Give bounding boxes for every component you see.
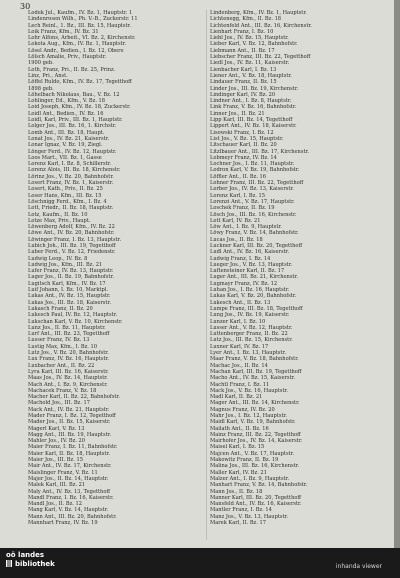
directory-entry: Lott Karl, IV. Bz. 21 — [210, 217, 261, 224]
directory-entry: Lorenz Karl, I. Bz. 8, Schillerstr. — [28, 161, 112, 168]
directory-entry: Lösch Jos., III. Bz. 16, Kirchenstr. — [210, 211, 297, 218]
directory-entry: Loser Hans, Kfm., III. Bz. 15 — [28, 192, 102, 199]
directory-entry: Link Franz, V. Bz. 16, Bahnhofstr. — [210, 104, 297, 111]
directory-entry: Lindner Ant., I. Bz. 8, Hauptstr. — [210, 98, 292, 105]
directory-entry: Löwinger Franz, I. Bz. 13, Hauptstr. — [28, 236, 122, 243]
directory-entry: Lienbacher Karl, I. Bz. 13 — [210, 66, 277, 73]
viewer-label: inhanda viewer — [335, 563, 382, 570]
directory-entry: Lochner Jos., I. Bz. 11, Hauptstr. — [210, 161, 295, 168]
directory-entry: Magnus Franz, IV. Bz. 20 — [210, 406, 275, 413]
right-column — [210, 10, 396, 526]
directory-entry: Lucas Jos., II. Bz. 18 — [210, 236, 263, 243]
logo-line-1: oö landes — [6, 551, 45, 559]
directory-entry: Lukschan Karl, V. Bz. 10, Kirchenstr. — [28, 318, 123, 325]
directory-entry: Majcen Ant., V. Bz. 17, Hauptstr. — [210, 450, 295, 457]
directory-entry: Lurf Ant., III. Bz. 23, Tegetthoff — [28, 331, 110, 338]
directory-entry: Loik Franz, Kfm., IV. Bz. 31 — [28, 28, 99, 35]
directory-entry: Madl Karl, II. Bz. 21 — [210, 394, 263, 401]
directory-entry: Mang Karl, V. Bz. 14, Hauptstr. — [28, 507, 109, 514]
directory-entry: Lorenzi Ant., V. Bz. 17, Hauptstr. — [210, 198, 295, 205]
directory-entry: Machan Karl, III. Bz. 19, Tegetthoff — [210, 368, 302, 375]
directory-entry: Maas Jos., IV. Bz. 14, Hauptstr. — [28, 375, 108, 382]
directory-entry: Maisel Karl, I. Bz. 15 — [210, 444, 265, 451]
left-column — [28, 10, 214, 526]
directory-entry: Lohner Franz, III. Bz. 22, Tegetthoff — [210, 180, 304, 187]
directory-entry: Mann Jos., II. Bz. 18 — [210, 488, 263, 495]
directory-entry: Losert Franz, IV. Bz. 1, Kaiserstr. — [28, 180, 114, 187]
directory-entry: Lodek Jul., Kaufm., IV. Bz. 1, Hauptstr. 1 — [28, 10, 133, 16]
directory-entry: Mader Franz, I. Bz. 12, Tegetthoff — [28, 413, 116, 419]
directory-entry: Mansfeld Ant., IV. Bz. 16, Kaiserstr. — [210, 501, 302, 508]
directory-entry: Mach Ant., I. Bz. 9, Kirchenstr. — [28, 381, 108, 388]
directory-entry: Mair Ant., IV. Bz. 17, Kirchenstr. — [28, 463, 112, 470]
directory-entry: Lotze Max, Priv., Haupt. — [28, 217, 91, 224]
directory-entry: Lippert Ant., IV. Bz. 18, Kaiserstr. — [210, 123, 297, 130]
directory-entry: Linz, Pri., Anst. — [28, 72, 68, 79]
directory-entry: Löffel Ruldo, Kfm., IV. Bz. 17, Tegetthoff — [28, 79, 132, 86]
directory-entry: Mannhart Franz, IV. Bz. 19 — [28, 520, 98, 527]
directory-entry: Mahr Jos., I. Bz. 12, Hauptstr. — [210, 413, 288, 419]
directory-entry: Liebl Jos., IV. Bz. 15, Hauptstr. — [210, 35, 289, 42]
directory-entry: Lisowski Franz, I. Bz. 12 — [210, 129, 274, 136]
directory-entry: Macho Ant., IV. Bz. 15, Kaiserstr. — [210, 375, 296, 382]
directory-entry: Lindinger Karl, IV. Bz. 20 — [210, 91, 276, 98]
directory-entry: Lomb Ant., III. Bz. 18, Haupt. — [28, 129, 105, 136]
directory-entry: Mahler Jos., IV. Bz. 20 — [28, 438, 85, 445]
directory-entry: Lunzer Karl, I. Bz. 10 — [210, 318, 266, 325]
directory-entry: Litzlbauer Ant., III. Bz. 17, Kirchenstr. — [210, 148, 309, 155]
directory-entry: Loidl, Karl, Priv., III. Bz. 1, Hauptstr. — [28, 117, 123, 124]
directory-entry: Löffler Ant., II. Bz. 16 — [210, 173, 267, 180]
directory-entry: Lux Franz, IV. Bz. 16, Hauptstr. — [28, 356, 110, 363]
directory-entry: Manner Karl, III. Bz. 20, Tegetthoff — [210, 494, 302, 501]
directory-entry: Lustig Max, Kfm., I. Bz. 10 — [28, 343, 97, 350]
page-edge — [394, 0, 400, 548]
directory-entry: Ludwig Jos., Kfm., III. Bz. 21 — [28, 261, 103, 268]
directory-entry: Lueger Jos., V. Bz. 13, Hauptstr. — [210, 261, 293, 268]
directory-entry: Mandl Jos., II. Bz. 12 — [28, 501, 83, 508]
directory-entry: Lusser Franz, IV. Bz. 13 — [28, 337, 90, 344]
directory-entry: Lieber Karl, V. Bz. 12, Bahnhofstr. — [210, 41, 298, 48]
directory-entry: Luif Johann, I. Bz. 10, Marktpl. — [28, 287, 108, 294]
directory-entry: Lobmeyr Franz, IV. Bz. 14 — [210, 154, 277, 161]
directory-entry: Lichtenfeld Ant., III. Bz. 16, Kirchenstr. — [210, 22, 312, 29]
directory-entry: Maidl Karl, V. Bz. 19, Bahnhofstr. — [210, 419, 296, 426]
directory-entry: Manz Jos., V. Bz. 13, Hauptstr. — [210, 513, 289, 520]
directory-entry: Lukesch Paul, IV. Bz. 12, Hauptstr. — [28, 312, 118, 319]
directory-entry: Luger Ant., III. Bz. 21, Kirchenstr. — [210, 274, 298, 281]
logo-bars-icon — [6, 560, 13, 567]
directory-entry: Luckner Karl, III. Bz. 20, Tegetthoff — [210, 242, 303, 249]
directory-entry: Maier Jos., III. Bz. 15 — [28, 457, 83, 464]
directory-entry: Majer Jos., II. Bz. 14, Hauptstr. — [28, 475, 109, 482]
directory-entry: Lonat Jos., IV. Bz. 21, Kaiserstr. — [28, 135, 110, 142]
directory-entry: Lotz, Kaufm., II. Bz. 10 — [28, 211, 88, 218]
directory-entry: Löschnigg Ferd., Kfm., I. Bz. 4 — [28, 198, 107, 205]
directory-entry: Lodron Karl, V. Bz. 19, Bahnhofstr. — [210, 167, 300, 174]
directory-entry: Luber Ferd., V. Bz. 12, Friedenstr. — [28, 249, 116, 256]
directory-entry: Ludl Ant., IV. Bz. 16, Kaiserstr. — [210, 249, 290, 256]
directory-entry: Marek Karl, II. Bz. 17 — [210, 520, 266, 527]
directory-entry: Magerl Karl, V. Bz. 13 — [28, 425, 85, 432]
directory-entry: Mack Jos., V. Bz. 16, Hauptstr. — [210, 387, 289, 394]
directory-entry: Lorenz Alois, III. Bz. 18, Kirchenstr. — [28, 167, 121, 174]
directory-entry: Lukasch Franz, II. Bz. 20 — [28, 305, 93, 312]
directory-entry: Loos Mart., VII. Bz. 1, Gasse — [28, 154, 102, 161]
page-number: 30 — [20, 2, 31, 11]
directory-entry: Lorber Jos., IV. Bz. 13, Kaiserstr. — [210, 186, 294, 193]
directory-entry: Lösel Andr., Bedien., I. Bz. 12, Obere — [28, 47, 124, 54]
directory-entry: Maislinger Franz, V. Bz. 11 — [28, 469, 98, 476]
directory-entry: Lukas Jos., III. Bz. 18, Kaiserstr. — [28, 299, 111, 306]
directory-entry: Löhelbach Nikolaus, Bau., V. Bz. 12 — [28, 91, 120, 98]
directory-entry: Lott, Friedr., II. Bz. 18, Hauptstr. — [28, 205, 114, 212]
directory-entry: Lutz Jos., III. Bz. 15, Kirchenstr. — [210, 337, 293, 344]
directory-entry: Mailath Ant., II. Bz. 16 — [210, 425, 269, 432]
directory-entry: Lolger Jos., III. Bz. 16, 1. Kirchstr. — [28, 123, 117, 130]
directory-entry: Litschauer Karl, II. Bz. 20 — [210, 142, 277, 149]
directory-entry: Liebmann Ant., II. Bz. 17 — [210, 47, 275, 54]
directory-entry: Löwy Franz, V. Bz. 14, Bahnhofstr. — [210, 230, 299, 237]
directory-entry: Lorenz Karl, I. Bz. 15 — [210, 192, 266, 199]
directory-entry: Luxbacher Ant., II. Bz. 22 — [28, 362, 95, 369]
directory-entry: Lukesch Ant., II. Bz. 13 — [210, 299, 271, 306]
directory-entry: Mandl Franz, I. Bz. 16, Kaiserstr. — [28, 494, 114, 501]
directory-entry: Lech Reinl., 1. Bz., III. Bz. 15, Hauptstr. — [28, 22, 132, 29]
directory-entry: List Jos., V. Bz. 15, Hauptstr. — [210, 135, 284, 142]
directory-entry: Machac Jos., II. Bz. 14 — [210, 362, 268, 369]
logo-line-2: bibliothek — [15, 559, 55, 568]
directory-entry: Lufer Franz, IV. Bz. 13, Hauptstr. — [28, 268, 114, 275]
directory-entry: Lunz Jos., II. Bz. 11, Hauptstr. — [28, 324, 106, 331]
directory-entry: Loschek Franz, II. Bz. 19 — [210, 205, 275, 212]
directory-entry: Liener Ant., V. Bz. 18, Hauptstr. — [210, 72, 292, 79]
directory-entry: Liebscher Franz, III. Bz. 22, Tegetthoff — [210, 54, 311, 61]
directory-entry: Lichtenegg, Kfm., II. Bz. 18 — [210, 16, 282, 23]
directory-entry: Lugmayr Franz, IV. Bz. 12 — [210, 280, 278, 287]
directory-entry: Lörinz Jos., V. Bz. 20, Bahnhofstr. — [28, 173, 114, 180]
directory-entry: 1900 geb. — [28, 60, 54, 67]
directory-entry: Loid Joseph, Kfm., IV. Bz. 18, Zuckerstr. — [28, 104, 131, 111]
directory-entry: Maier Franz, I. Bz. 11, Bahnhofstr. — [28, 444, 118, 451]
directory-entry: Losert, Kath., Priv., II. Bz. 25 — [28, 186, 103, 193]
directory-entry: Lyra Karl, III. Bz. 16, Kaiserstr. — [28, 368, 109, 375]
directory-entry: Lönger Ferd., IV. Bz. 12, Hauptstr. — [28, 148, 117, 155]
directory-entry: Lohlinger, Ed., Kfm., V. Bz. 18 — [28, 98, 106, 105]
directory-entry: Lindenrosen Wilh., Ph. V.-B., Zuckerstr. 11 — [28, 16, 138, 23]
directory-entry: Mader Jos., II. Bz. 15, Kaiserstr. — [28, 419, 111, 426]
directory-entry: Ludwig Leop., IV. Bz. 8 — [28, 255, 88, 262]
directory-entry: Löwenberg Adolf, Kfm., IV. Bz. 22 — [28, 224, 115, 231]
directory-entry: Luttenberger Franz, II. Bz. 22 — [210, 331, 288, 338]
directory-entry: Maly Ant., IV. Bz. 13, Tegetthoff — [28, 488, 111, 495]
directory-entry: Manhart Franz, V. Bz. 14, Bahnhofstr. — [210, 482, 308, 489]
directory-entry: Mainz Franz, III. Bz. 22, Tegetthoff — [210, 431, 301, 438]
directory-entry: Ludwig Franz, I. Bz. 14 — [210, 255, 271, 262]
directory-entry: Machacek Franz, V. Bz. 18 — [28, 387, 97, 394]
directory-entry: Lohr Alfons, Arbeit., VI. Bz. 2, Kirchenstr. — [28, 35, 136, 42]
directory-entry: Luhan Jos., I. Bz. 16, Hauptstr. — [210, 287, 290, 294]
directory-entry: Lukas Karl, V. Bz. 20, Bahnhofstr. — [210, 293, 297, 300]
directory-entry: Machold Jos., III. Bz. 17 — [28, 400, 90, 407]
directory-entry: Mann Ant., III. Bz. 20, Bahnhofstr. — [28, 513, 117, 520]
directory-entry: Luxner Karl, IV. Bz. 17 — [210, 343, 269, 350]
directory-entry: Lusser Ant., V. Bz. 12, Hauptstr. — [210, 324, 293, 331]
directory-entry: Mager Ant., III. Bz. 14, Kirchenstr. — [210, 400, 300, 407]
directory-entry: Maller Karl, IV. Bz. 21 — [210, 469, 267, 476]
directory-entry: Lindenberg, Kfm., IV. Bz. 1, Hauptstr. — [210, 10, 307, 16]
directory-entry: Lukas Ant., IV. Bz. 15, Hauptstr. — [28, 293, 111, 300]
directory-entry: Loth, Franz, Pri., II. Bz. 25, Prinz. — [28, 66, 116, 73]
directory-entry: Mantler Franz, I. Bz. 14 — [210, 507, 272, 514]
directory-entry: Linder Jos., III. Bz. 19, Kirchenstr. — [210, 85, 299, 92]
directory-entry: Linner Jos., II. Bz. 21 — [210, 110, 265, 117]
library-logo[interactable] — [6, 552, 55, 568]
directory-entry: Malek Karl, III. Bz. 21 — [28, 482, 86, 489]
column-divider — [206, 10, 207, 540]
directory-entry: Lutz Jos., V. Bz. 20, Bahnhofstr. — [28, 350, 109, 357]
directory-entry: 1898 geb. — [28, 85, 54, 92]
directory-entry: Luftensteiner Karl, II. Bz. 17 — [210, 268, 285, 275]
directory-entry: Macher Karl, II. Bz. 22, Bahnhofstr. — [28, 394, 120, 401]
directory-entry: Lipp Karl, III. Bz. 14, Tegetthoff — [210, 117, 293, 124]
directory-entry: Maier Karl, II. Bz. 18, Hauptstr. — [28, 450, 110, 457]
directory-entry: Malina Jos., III. Bz. 16, Kirchenstr. — [210, 463, 300, 470]
directory-entry: Maar Franz, V. Bz. 18, Bahnhofstr. — [210, 356, 299, 363]
directory-entry: Lokota Aug., Kfm., IV. Bz. 1, Hauptstr. — [28, 41, 127, 48]
directory-entry: Löw Ant., I. Bz. 9, Hauptstr. — [210, 224, 282, 231]
directory-entry: Lyer Ant., I. Bz. 13, Hauptstr. — [210, 350, 286, 357]
directory-entry: Makowitz Franz, II. Bz. 19 — [210, 457, 279, 464]
directory-entry: Mairhofer Jos., IV. Bz. 14, Kaiserstr. — [210, 438, 303, 445]
directory-entry: Lienhart Franz, I. Bz. 10 — [210, 28, 274, 35]
directory-entry: Lölsch Amalie, Priv., Hauptstr. — [28, 54, 107, 61]
directory-entry: Machtl Franz, I. Bz. 11 — [210, 381, 270, 388]
directory-entry: Liedl Jos., IV. Bz. 11, Kaiserstr. — [210, 60, 290, 67]
directory-entry: Loidl Ant., Bedien., IV. Bz. 16 — [28, 110, 104, 117]
directory-entry: Lubich Joh., III. Bz. 19, Tegetthoff — [28, 242, 116, 249]
directory-entry: Lung Jos., IV. Bz. 19, Kaiserstr. — [210, 312, 290, 319]
directory-entry: Lonar Ignaz, V. Bz. 19, Ziegl. — [28, 142, 103, 149]
directory-entry: Lindauer Franz, II. Bz. 15 — [210, 79, 277, 86]
directory-entry: Löwe Ant., IV. Bz. 20, Bahnhofstr. — [28, 230, 115, 237]
directory-entry: Luger Jos., II. Bz. 19, Bahnhofstr. — [28, 274, 114, 281]
directory-entry: Magg Ant., III. Bz. 19, Hauptstr. — [28, 431, 112, 438]
directory-entry: Malzer Ant., I. Bz. 9, Hauptstr. — [210, 475, 290, 482]
directory-entry: Mack Ant., IV. Bz. 21, Hauptstr. — [28, 406, 110, 413]
directory-entry: Lugitsch Karl, Kfm., IV. Bz. 17 — [28, 280, 106, 287]
directory-entry: Lumpe Franz, III. Bz. 18, Tegetthoff — [210, 305, 303, 312]
